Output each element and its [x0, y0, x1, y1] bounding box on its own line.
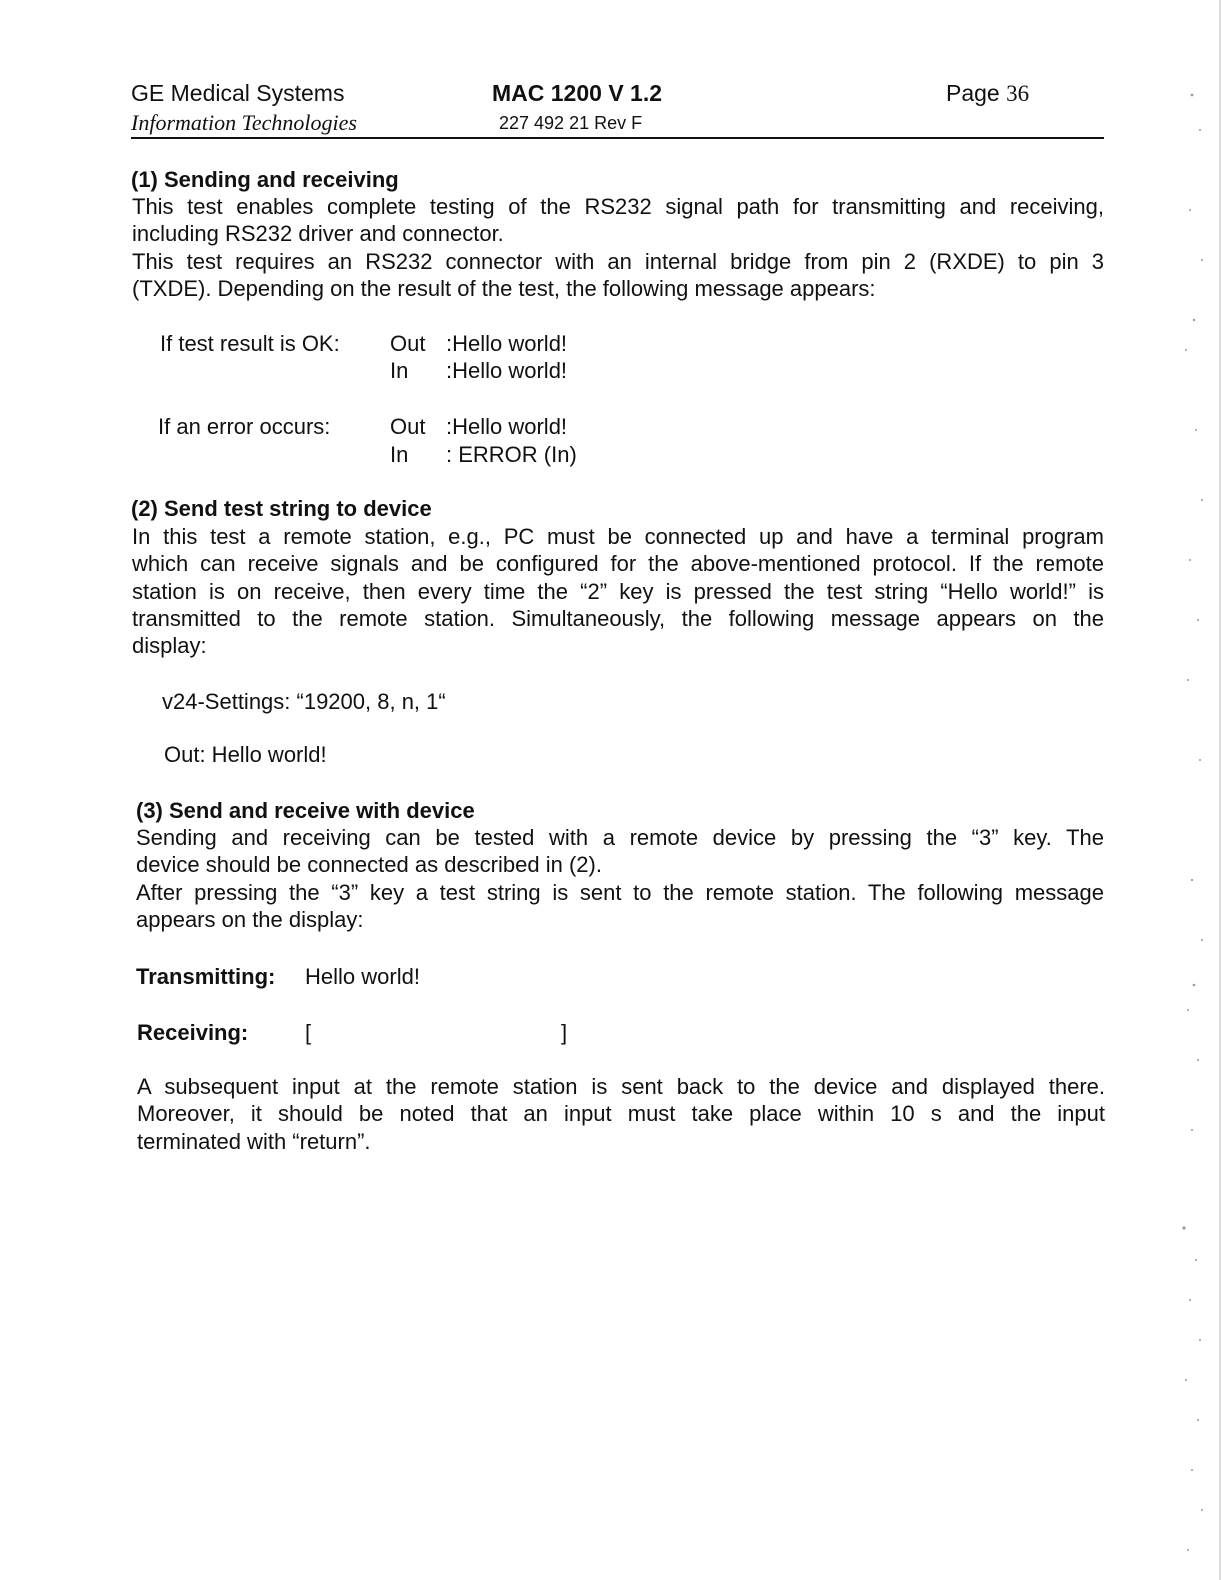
- section-1-paragraph-1: [132, 193, 1104, 248]
- ok-out-value: :Hello world!: [446, 331, 568, 356]
- text-line: A subsequent input at the remote station is sent back to the device and displayed there.: [137, 1074, 1105, 1099]
- text-line: After pressing the “3” key a test string is sent to the remote station. The following message: [136, 880, 1104, 905]
- section-2-paragraph: [132, 523, 1104, 659]
- section-3-paragraph-3: [137, 1073, 1105, 1155]
- transmitting-label: Transmitting:: [136, 964, 276, 989]
- section-2-heading: (2) Send test string to device: [131, 496, 432, 521]
- header-rule: [131, 137, 1104, 139]
- transmitting-value: Hello world!: [305, 964, 420, 989]
- receiving-bracket-close: ]: [561, 1020, 568, 1045]
- error-out-value: :Hello world!: [446, 414, 568, 439]
- error-result-label: If an error occurs:: [158, 414, 331, 439]
- ok-result-label: If test result is OK:: [160, 331, 340, 356]
- text-line: display:: [132, 633, 207, 659]
- text-line: device should be connected as described in (2).: [136, 852, 602, 878]
- text-line: This test enables complete testing of the RS232 signal path for transmitting and receiving,: [132, 194, 1104, 219]
- error-in-value: : ERROR (In): [446, 442, 577, 467]
- document-title: MAC 1200 V 1.2: [492, 80, 663, 106]
- text-line: which can receive signals and be configured for the above-mentioned protocol. If the remote: [132, 551, 1104, 577]
- receiving-label: Receiving:: [137, 1020, 249, 1045]
- page-indicator: [946, 80, 1029, 107]
- section-3-paragraph-2: [136, 879, 1104, 934]
- division-name: Information Technologies: [131, 110, 357, 135]
- scan-noise: [1172, 0, 1222, 1580]
- v24-settings-line: v24-Settings: “19200, 8, n, 1“: [162, 689, 446, 714]
- text-line: In this test a remote station, e.g., PC must be connected up and have a terminal program: [132, 524, 1104, 549]
- text-line: This test requires an RS232 connector with an internal bridge from pin 2 (RXDE) to pin 3: [132, 249, 1104, 274]
- text-line: Moreover, it should be noted that an input must take place within 10 s and the input: [137, 1101, 1105, 1127]
- error-out-key: Out: [390, 414, 426, 439]
- text-line: appears on the display:: [136, 907, 364, 933]
- section-3-heading: (3) Send and receive with device: [136, 798, 475, 823]
- error-in-key: In: [390, 442, 409, 467]
- text-line: including RS232 driver and connector.: [132, 221, 504, 247]
- text-line: transmitted to the remote station. Simultaneously, the following message appears on the: [132, 605, 1104, 631]
- section-1-heading: (1) Sending and receiving: [131, 167, 399, 192]
- page-number: 36: [1006, 81, 1030, 106]
- document-number: 227 492 21 Rev F: [499, 113, 643, 133]
- ok-in-value: :Hello world!: [446, 358, 568, 383]
- company-name: GE Medical Systems: [131, 80, 345, 106]
- receiving-bracket-open: [: [305, 1020, 312, 1045]
- text-line: station is on receive, then every time the “2” key is pressed the test string “Hello world!” is: [132, 578, 1104, 604]
- ok-in-key: In: [390, 358, 409, 383]
- text-line: (TXDE). Depending on the result of the test, the following message appears:: [132, 276, 876, 302]
- text-line: Sending and receiving can be tested with a remote device by pressing the “3” key. The: [136, 825, 1104, 850]
- send-out-line: Out: Hello world!: [164, 742, 327, 767]
- ok-out-key: Out: [390, 331, 426, 356]
- page-label: Page: [946, 80, 1000, 106]
- section-1-paragraph-2: [132, 248, 1104, 303]
- section-3-paragraph-1: [136, 824, 1104, 879]
- text-line: terminated with “return”.: [137, 1128, 371, 1154]
